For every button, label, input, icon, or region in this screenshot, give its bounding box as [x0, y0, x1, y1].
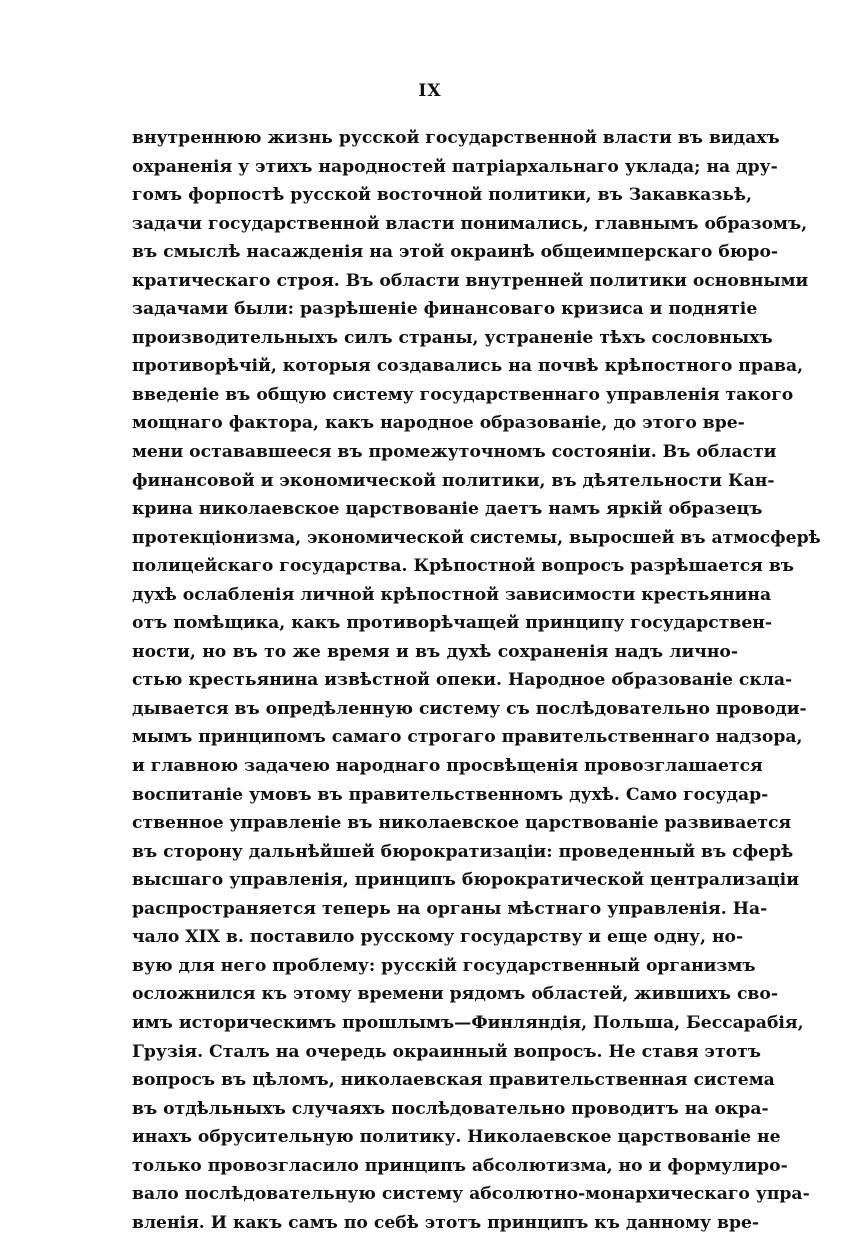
text-line: мени остававшееся въ промежуточномъ состояніи. Въ области: [132, 442, 777, 463]
text-line: въ сторону дальнѣйшей бюрократизаціи: проведенный въ сферѣ: [132, 841, 794, 862]
text-line: воспитаніе умовъ въ правительственномъ духѣ. Само государ-: [132, 784, 769, 805]
text-line: финансовой и экономической политики, въ дѣятельности Кан-: [132, 470, 775, 491]
text-line: въ смыслѣ насажденія на этой окраинѣ общеимперскаго бюро-: [132, 242, 779, 263]
text-line: вую для него проблему: русскій государственный организмъ: [132, 955, 756, 976]
text-line: полицейскаго государства. Крѣпостной вопросъ разрѣшается въ: [132, 556, 794, 577]
text-line: противорѣчій, которыя создавались на почвѣ крѣпостного права,: [132, 356, 804, 377]
text-line: протекціонизма, экономической системы, выросшей въ атмосферѣ: [132, 527, 821, 548]
text-line: ственное управленіе въ николаевское царствованіе развивается: [132, 813, 792, 834]
text-line: чало XIX в. поставило русскому государству и еще одну, но-: [132, 927, 744, 948]
text-line: крина николаевское царствованіе даетъ намъ яркій образецъ: [132, 499, 763, 520]
text-line: имъ историческимъ прошлымъ—Финляндія, Польша, Бессарабія,: [132, 1012, 804, 1033]
text-line: вопросъ въ цѣломъ, николаевская правительственная система: [132, 1070, 775, 1091]
text-line: вало послѣдовательную систему абсолютно-монархическаго упра-: [132, 1184, 810, 1205]
text-line: задачи государственной власти понимались, главнымъ образомъ,: [132, 213, 808, 234]
text-line: мощнаго фактора, какъ народное образованіе, до этого вре-: [132, 413, 745, 434]
text-line: задачами были: разрѣшеніе финансоваго кризиса и поднятіе: [132, 299, 758, 320]
text-line: въ отдѣльныхъ случаяхъ послѣдовательно проводитъ на окра-: [132, 1098, 769, 1119]
text-line: производительныхъ силъ страны, устраненіе тѣхъ сословныхъ: [132, 327, 773, 348]
text-line: ности, но въ то же время и въ духѣ сохраненія надъ лично-: [132, 641, 738, 662]
text-line: кратическаго строя. Въ области внутренней политики основными: [132, 270, 809, 291]
text-line: осложнился къ этому времени рядомъ областей, жившихъ сво-: [132, 984, 778, 1005]
text-line: Грузія. Сталъ на очередь окраинный вопросъ. Не ставя этотъ: [132, 1041, 761, 1062]
text-line: дывается въ опредѣленную систему съ послѣдовательно проводи-: [132, 698, 807, 719]
text-line: гомъ форпостѣ русской восточной политики, въ Закавказьѣ,: [132, 185, 753, 206]
page-number: IX: [418, 81, 442, 101]
text-line: вленія. И какъ самъ по себѣ этотъ принципъ къ данному вре-: [132, 1212, 760, 1233]
text-line: стью крестьянина извѣстной опеки. Народное образованіе скла-: [132, 670, 793, 691]
text-line: распространяется теперь на органы мѣстнаго управленія. На-: [132, 898, 768, 919]
text-line: отъ помѣщика, какъ противорѣчащей принципу государствен-: [132, 613, 772, 634]
text-line: только провозгласило принципъ абсолютизма, но и формулиро-: [132, 1155, 788, 1176]
text-line: духѣ ослабленія личной крѣпостной зависимости крестьянина: [132, 584, 772, 605]
text-line: внутреннюю жизнь русской государственной власти въ видахъ: [132, 128, 780, 148]
text-line: введеніе въ общую систему государственнаго управленія такого: [132, 384, 794, 405]
text-line: охраненія у этихъ народностей патріархальнаго уклада; на дру-: [132, 156, 778, 177]
body-text: [132, 124, 821, 1237]
text-line: мымъ принципомъ самаго строгаго правительственнаго надзора,: [132, 727, 803, 748]
text-line: инахъ обрусительную политику. Николаевское царствованіе не: [132, 1127, 781, 1148]
text-line: высшаго управленія, принципъ бюрократической централизаціи: [132, 870, 799, 891]
text-line: и главною задачею народнаго просвѣщенія провозглашается: [132, 756, 763, 777]
